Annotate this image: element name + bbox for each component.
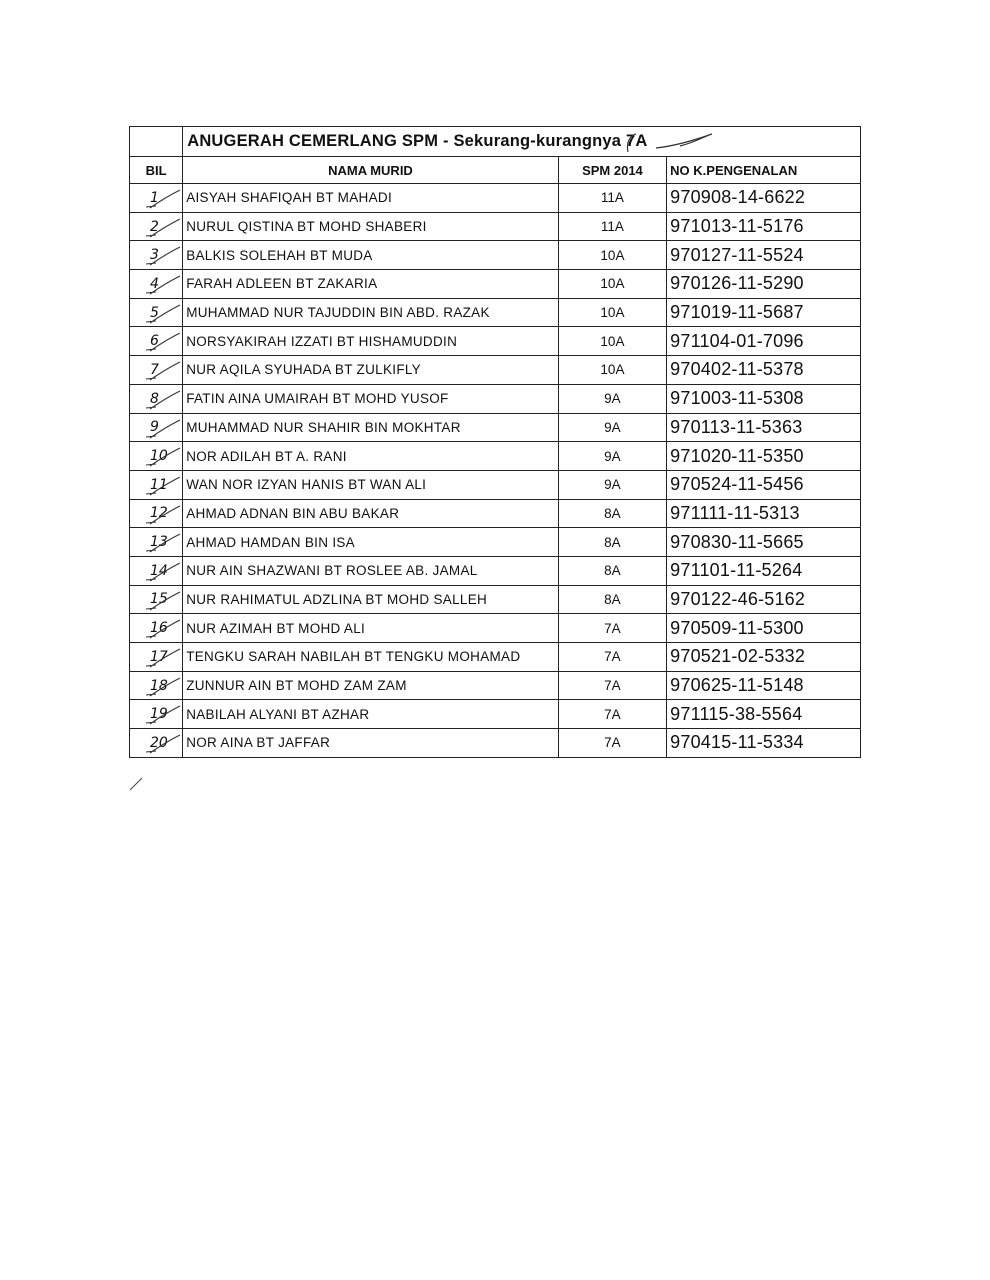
table-row bbox=[130, 585, 861, 614]
spm-grade: 7A bbox=[558, 700, 666, 729]
ic-number: 971111-11-5313 bbox=[667, 499, 861, 528]
ic-number: 971019-11-5687 bbox=[667, 298, 861, 327]
spm-grade: 9A bbox=[558, 442, 666, 471]
row-number-text: 18 bbox=[150, 677, 168, 694]
row-number bbox=[130, 614, 183, 643]
table-row bbox=[130, 327, 861, 356]
header-name: NAMA MURID bbox=[183, 157, 559, 184]
spm-grade: 10A bbox=[558, 241, 666, 270]
row-number bbox=[130, 700, 183, 729]
student-name: NUR AQILA SYUHADA BT ZULKIFLY bbox=[183, 356, 559, 385]
row-number-text: 2 bbox=[150, 218, 159, 235]
row-number bbox=[130, 442, 183, 471]
table-body bbox=[130, 127, 861, 758]
table-row bbox=[130, 184, 861, 213]
row-number-text: 9 bbox=[150, 419, 159, 436]
spm-grade: 8A bbox=[558, 556, 666, 585]
row-number bbox=[130, 671, 183, 700]
row-number bbox=[130, 327, 183, 356]
row-number-text: 20 bbox=[150, 734, 168, 751]
ic-number: 971101-11-5264 bbox=[667, 556, 861, 585]
table-row bbox=[130, 556, 861, 585]
row-number bbox=[130, 270, 183, 299]
spm-grade: 9A bbox=[558, 413, 666, 442]
table-row bbox=[130, 643, 861, 672]
student-name: AISYAH SHAFIQAH BT MAHADI bbox=[183, 184, 559, 213]
row-number bbox=[130, 528, 183, 557]
spm-grade: 11A bbox=[558, 184, 666, 213]
row-number-text: 16 bbox=[150, 620, 168, 637]
row-number bbox=[130, 643, 183, 672]
row-number bbox=[130, 184, 183, 213]
student-name: AHMAD HAMDAN BIN ISA bbox=[183, 528, 559, 557]
spm-grade: 10A bbox=[558, 298, 666, 327]
title-blank-cell bbox=[130, 127, 183, 157]
table-row bbox=[130, 499, 861, 528]
row-number-text: 3 bbox=[150, 247, 159, 264]
header-spm: SPM 2014 bbox=[558, 157, 666, 184]
row-number-text: 4 bbox=[150, 275, 159, 292]
table-row bbox=[130, 470, 861, 499]
spm-grade: 8A bbox=[558, 499, 666, 528]
ic-number: 970122-46-5162 bbox=[667, 585, 861, 614]
row-number bbox=[130, 384, 183, 413]
student-name: WAN NOR IZYAN HANIS BT WAN ALI bbox=[183, 470, 559, 499]
ic-number: 970830-11-5665 bbox=[667, 528, 861, 557]
table-title: ANUGERAH CEMERLANG SPM - Sekurang-kurangnya 7A bbox=[183, 127, 861, 157]
student-name: MUHAMMAD NUR TAJUDDIN BIN ABD. RAZAK bbox=[183, 298, 559, 327]
row-number bbox=[130, 212, 183, 241]
spm-grade: 10A bbox=[558, 327, 666, 356]
student-name: ZUNNUR AIN BT MOHD ZAM ZAM bbox=[183, 671, 559, 700]
student-name: NURUL QISTINA BT MOHD SHABERI bbox=[183, 212, 559, 241]
student-name: TENGKU SARAH NABILAH BT TENGKU MOHAMAD bbox=[183, 643, 559, 672]
table-row bbox=[130, 356, 861, 385]
student-award-table bbox=[129, 126, 861, 758]
row-number bbox=[130, 470, 183, 499]
table-row bbox=[130, 671, 861, 700]
row-number bbox=[130, 556, 183, 585]
row-number-text: 19 bbox=[150, 706, 168, 723]
table-row bbox=[130, 241, 861, 270]
spm-grade: 7A bbox=[558, 643, 666, 672]
row-number bbox=[130, 413, 183, 442]
student-name: NUR AIN SHAZWANI BT ROSLEE AB. JAMAL bbox=[183, 556, 559, 585]
title-row bbox=[130, 127, 861, 157]
row-number-text: 14 bbox=[150, 562, 168, 579]
ic-number: 970402-11-5378 bbox=[667, 356, 861, 385]
header-bil: BIL bbox=[130, 157, 183, 184]
table-row bbox=[130, 212, 861, 241]
spm-grade: 7A bbox=[558, 729, 666, 758]
ic-number: 970415-11-5334 bbox=[667, 729, 861, 758]
row-number-text: 11 bbox=[150, 476, 168, 493]
spm-grade: 9A bbox=[558, 470, 666, 499]
row-number bbox=[130, 298, 183, 327]
ic-number: 971104-01-7096 bbox=[667, 327, 861, 356]
row-number-text: 8 bbox=[150, 390, 159, 407]
ic-number: 971020-11-5350 bbox=[667, 442, 861, 471]
student-name: NOR ADILAH BT A. RANI bbox=[183, 442, 559, 471]
table-row bbox=[130, 384, 861, 413]
student-name: MUHAMMAD NUR SHAHIR BIN MOKHTAR bbox=[183, 413, 559, 442]
spm-grade: 8A bbox=[558, 585, 666, 614]
ic-number: 971115-38-5564 bbox=[667, 700, 861, 729]
student-name: NOR AINA BT JAFFAR bbox=[183, 729, 559, 758]
table-row bbox=[130, 614, 861, 643]
row-number-text: 17 bbox=[150, 648, 168, 665]
student-name: BALKIS SOLEHAH BT MUDA bbox=[183, 241, 559, 270]
row-number bbox=[130, 356, 183, 385]
row-number-text: 5 bbox=[150, 304, 159, 321]
ic-number: 971003-11-5308 bbox=[667, 384, 861, 413]
header-ic: NO K.PENGENALAN bbox=[667, 157, 861, 184]
ic-number: 970908-14-6622 bbox=[667, 184, 861, 213]
spm-grade: 10A bbox=[558, 270, 666, 299]
student-name: NABILAH ALYANI BT AZHAR bbox=[183, 700, 559, 729]
header-row bbox=[130, 157, 861, 184]
row-number bbox=[130, 499, 183, 528]
spm-grade: 7A bbox=[558, 614, 666, 643]
ic-number: 970524-11-5456 bbox=[667, 470, 861, 499]
row-number-text: 15 bbox=[150, 591, 168, 608]
table-row bbox=[130, 729, 861, 758]
spm-grade: 8A bbox=[558, 528, 666, 557]
ic-number: 970509-11-5300 bbox=[667, 614, 861, 643]
table-row bbox=[130, 700, 861, 729]
row-number-text: 13 bbox=[150, 534, 168, 551]
student-name: NORSYAKIRAH IZZATI BT HISHAMUDDIN bbox=[183, 327, 559, 356]
row-number bbox=[130, 729, 183, 758]
spm-grade: 10A bbox=[558, 356, 666, 385]
student-name: FATIN AINA UMAIRAH BT MOHD YUSOF bbox=[183, 384, 559, 413]
student-name: AHMAD ADNAN BIN ABU BAKAR bbox=[183, 499, 559, 528]
row-number bbox=[130, 585, 183, 614]
student-name: NUR RAHIMATUL ADZLINA BT MOHD SALLEH bbox=[183, 585, 559, 614]
ic-number: 970126-11-5290 bbox=[667, 270, 861, 299]
table-row bbox=[130, 298, 861, 327]
spm-grade: 11A bbox=[558, 212, 666, 241]
row-number-text: 7 bbox=[150, 361, 159, 378]
table-row bbox=[130, 413, 861, 442]
student-name: FARAH ADLEEN BT ZAKARIA bbox=[183, 270, 559, 299]
ic-number: 970127-11-5524 bbox=[667, 241, 861, 270]
student-name: NUR AZIMAH BT MOHD ALI bbox=[183, 614, 559, 643]
table-row bbox=[130, 442, 861, 471]
spm-grade: 7A bbox=[558, 671, 666, 700]
ic-number: 970625-11-5148 bbox=[667, 671, 861, 700]
ic-number: 970113-11-5363 bbox=[667, 413, 861, 442]
row-number-text: 12 bbox=[150, 505, 168, 522]
table-row bbox=[130, 528, 861, 557]
row-number-text: 6 bbox=[150, 333, 159, 350]
pen-stroke-tail bbox=[128, 764, 168, 794]
row-number-text: 10 bbox=[150, 448, 168, 465]
spm-grade: 9A bbox=[558, 384, 666, 413]
ic-number: 971013-11-5176 bbox=[667, 212, 861, 241]
row-number bbox=[130, 241, 183, 270]
ic-number: 970521-02-5332 bbox=[667, 643, 861, 672]
table-row bbox=[130, 270, 861, 299]
row-number-text: 1 bbox=[150, 189, 159, 206]
